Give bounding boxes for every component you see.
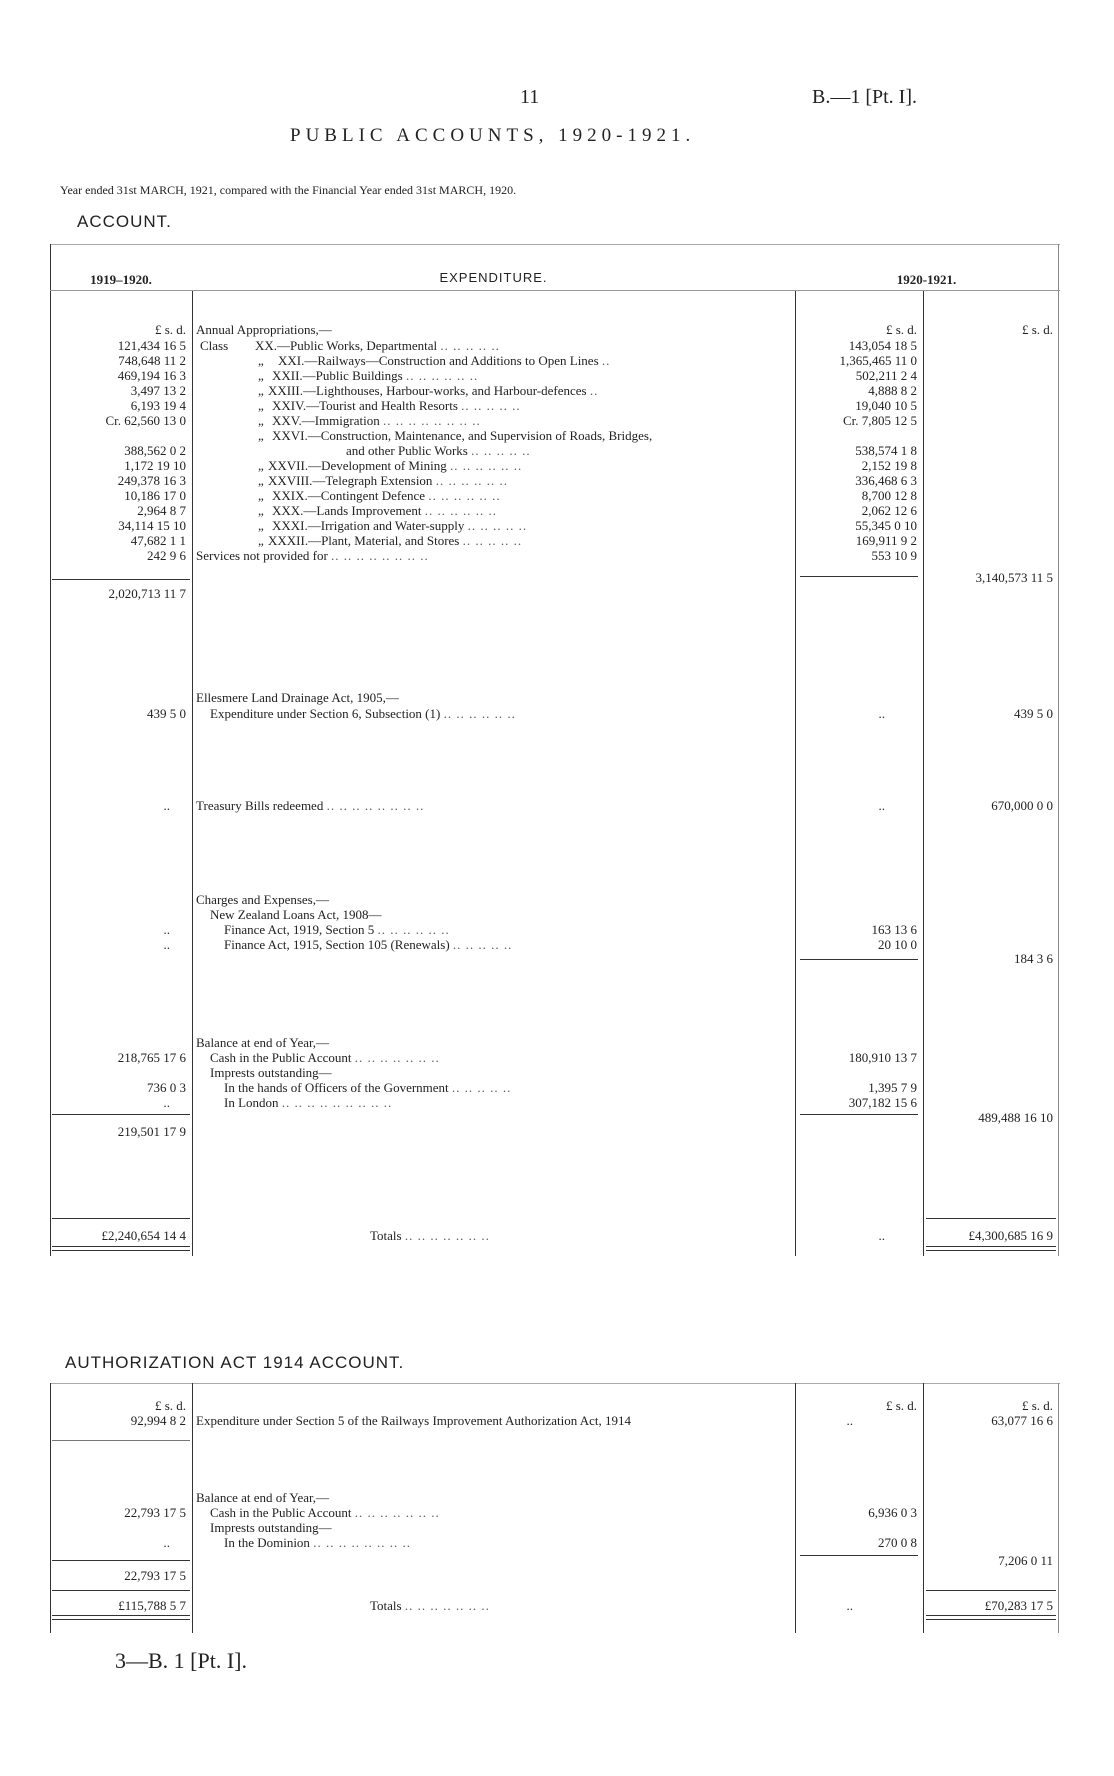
auth-exp-curr: 63,077 16 6 [991, 1413, 1053, 1428]
charges-row-prev: .. [163, 922, 170, 937]
auth-dominion-curr: 270 0 8 [878, 1535, 917, 1550]
balance-cash-prev: 218,765 17 6 [117, 1050, 186, 1065]
row-curr-value: Cr. 7,805 12 5 [842, 413, 917, 428]
row-label: XXXII.—Plant, Material, and Stores .. .. .. .. .. [268, 533, 523, 548]
row-curr-value: 336,468 6 3 [855, 473, 917, 488]
row-prev-value: 1,172 19 10 [124, 458, 186, 473]
services-label: Services not provided for .. .. .. .. .. .. .. .. [196, 548, 429, 563]
page-number: 11 [520, 86, 540, 108]
row-prefix: „ [258, 398, 264, 413]
charges-total-curr: 184 3 6 [1014, 951, 1053, 966]
page-subtitle: Year ended 31st MARCH, 1921, compared with the Financial Year ended 31st MARCH, 1920. [60, 183, 517, 197]
currency-header-mid: £ s. d. [885, 322, 917, 337]
auth-dominion-label: In the Dominion .. .. .. .. .. .. .. .. [224, 1535, 411, 1550]
row-label: XXIX.—Contingent Defence .. .. .. .. .. .. [272, 488, 501, 503]
row-prefix: „ [258, 428, 264, 443]
row-curr-value: 2,152 19 8 [861, 458, 917, 473]
balance-cash-label: Cash in the Public Account .. .. .. .. .. .. .. [210, 1050, 440, 1065]
treasury-label: Treasury Bills redeemed .. .. .. .. .. .. .. .. [196, 798, 425, 813]
row-curr-value: 169,911 9 2 [855, 533, 917, 548]
row-label: XXII.—Public Buildings .. .. .. .. .. .. [272, 368, 479, 383]
auth-totals-mid: .. [846, 1598, 853, 1613]
page-title: PUBLIC ACCOUNTS, 1920-1921. [290, 125, 696, 146]
auth-cash-curr: 6,936 0 3 [868, 1505, 917, 1520]
row-prefix: „ [258, 458, 264, 473]
imprests-row-curr: 307,182 15 6 [848, 1095, 917, 1110]
annual-total-curr: 3,140,573 11 5 [975, 570, 1053, 585]
auth-totals-prev: £115,788 5 7 [118, 1598, 186, 1613]
charges-heading: Charges and Expenses,— [196, 892, 329, 907]
balance-total-curr: 489,488 16 10 [978, 1110, 1053, 1125]
row-prefix: „ [258, 383, 264, 398]
charges-subheading: New Zealand Loans Act, 1908— [210, 907, 382, 922]
balance-cash-curr: 180,910 13 7 [848, 1050, 917, 1065]
balance-total-prev: 219,501 17 9 [117, 1124, 186, 1139]
row-label: XXVI.—Construction, Maintenance, and Supervision of Roads, Bridges, [272, 428, 653, 443]
imprests-row-label: In London .. .. .. .. .. .. .. .. .. [224, 1095, 393, 1110]
row-label: XXVII.—Development of Mining .. .. .. .. .. .. [268, 458, 523, 473]
auth-balance-total-prev: 22,793 17 5 [124, 1568, 186, 1583]
totals-curr: £4,300,685 16 9 [968, 1228, 1053, 1243]
totals-label: Totals .. .. .. .. .. .. .. [370, 1228, 490, 1243]
authorization-heading: AUTHORIZATION ACT 1914 ACCOUNT. [65, 1353, 405, 1372]
auth-balance-heading: Balance at end of Year,— [196, 1490, 330, 1505]
row-label: and other Public Works .. .. .. .. .. [346, 443, 531, 458]
charges-row-curr: 20 10 0 [878, 937, 917, 952]
footer-signature: 3—B. 1 [Pt. I]. [115, 1648, 247, 1673]
row-label: XXI.—Railways—Construction and Additions to Open Lines .. [278, 353, 611, 368]
row-label: XXXI.—Irrigation and Water-supply .. .. .. .. .. [272, 518, 528, 533]
ellesmere-mid-value: .. [878, 706, 885, 721]
row-label: XX.—Public Works, Departmental .. .. .. .. .. [255, 338, 500, 353]
auth-currency-right: £ s. d. [1021, 1398, 1053, 1413]
row-curr-value: 8,700 12 8 [861, 488, 917, 503]
imprests-row-label: In the hands of Officers of the Government .. .. .. .. .. [224, 1080, 512, 1095]
row-prev-value: 34,114 15 10 [118, 518, 186, 533]
row-prev-value: 121,434 16 5 [117, 338, 186, 353]
row-prefix: „ [258, 353, 264, 368]
treasury-curr-value: 670,000 0 0 [991, 798, 1053, 813]
auth-exp-label: Expenditure under Section 5 of the Railways Improvement Authorization Act, 1914 [196, 1413, 632, 1428]
charges-row-label: Finance Act, 1915, Section 105 (Renewals) .. .. .. .. .. [224, 937, 513, 952]
charges-row-label: Finance Act, 1919, Section 5 .. .. .. .. .. .. [224, 922, 450, 937]
row-prev-value: 748,648 11 2 [118, 353, 186, 368]
row-curr-value: 143,054 18 5 [848, 338, 917, 353]
row-prev-value: 469,194 16 3 [117, 368, 186, 383]
annual-total-prev: 2,020,713 11 7 [108, 586, 186, 601]
row-label: XXIV.—Tourist and Health Resorts .. .. .. .. .. [272, 398, 521, 413]
row-prefix: „ [258, 533, 264, 548]
ellesmere-heading: Ellesmere Land Drainage Act, 1905,— [196, 690, 399, 705]
currency-header-prev: £ s. d. [154, 322, 186, 337]
auth-totals-curr: £70,283 17 5 [984, 1598, 1053, 1613]
auth-totals-label: Totals .. .. .. .. .. .. .. [370, 1598, 490, 1613]
auth-exp-mid: .. [846, 1413, 853, 1428]
services-curr-value: 553 10 9 [871, 548, 917, 563]
treasury-mid-value: .. [878, 798, 885, 813]
row-prefix: „ [258, 368, 264, 383]
ellesmere-prev-value: 439 5 0 [147, 706, 186, 721]
annual-appropriations-heading: Annual Appropriations,— [196, 322, 332, 337]
row-prev-value: 2,964 8 7 [137, 503, 186, 518]
row-prefix: „ [258, 413, 264, 428]
column-header-expenditure: EXPENDITURE. [439, 270, 548, 285]
row-prev-value: 6,193 19 4 [130, 398, 186, 413]
row-prefix: „ [258, 503, 264, 518]
row-curr-value: 19,040 10 5 [855, 398, 917, 413]
row-prefix: „ [258, 473, 264, 488]
totals-prev: £2,240,654 14 4 [101, 1228, 186, 1243]
row-label: XXVIII.—Telegraph Extension .. .. .. .. .. .. [268, 473, 508, 488]
imprests-row-curr: 1,395 7 9 [868, 1080, 917, 1095]
column-header-1919-1920: 1919–1920. [90, 272, 152, 287]
row-prefix: Class [200, 338, 229, 353]
row-curr-value: 502,211 2 4 [855, 368, 917, 383]
ellesmere-curr-value: 439 5 0 [1014, 706, 1053, 721]
auth-currency-prev: £ s. d. [154, 1398, 186, 1413]
auth-cash-prev: 22,793 17 5 [124, 1505, 186, 1520]
charges-row-curr: 163 13 6 [871, 922, 917, 937]
document-reference: B.—1 [Pt. I]. [812, 86, 917, 108]
row-label: XXX.—Lands Improvement .. .. .. .. .. .. [272, 503, 497, 518]
section-heading: ACCOUNT. [77, 212, 172, 231]
balance-heading: Balance at end of Year,— [196, 1035, 330, 1050]
row-curr-value: 1,365,465 11 0 [839, 353, 917, 368]
auth-cash-label: Cash in the Public Account .. .. .. .. .. .. .. [210, 1505, 440, 1520]
row-prev-value: 47,682 1 1 [130, 533, 186, 548]
auth-currency-mid: £ s. d. [885, 1398, 917, 1413]
row-prev-value: 3,497 13 2 [130, 383, 186, 398]
row-curr-value: 538,574 1 8 [855, 443, 917, 458]
imprests-heading: Imprests outstanding— [210, 1065, 332, 1080]
row-curr-value: 2,062 12 6 [861, 503, 917, 518]
row-prev-value: 388,562 0 2 [124, 443, 186, 458]
row-prev-value: Cr. 62,560 13 0 [105, 413, 186, 428]
row-curr-value: 4,888 8 2 [868, 383, 917, 398]
currency-header-right: £ s. d. [1021, 322, 1053, 337]
services-prev-value: 242 9 6 [147, 548, 186, 563]
auth-exp-prev: 92,994 8 2 [130, 1413, 186, 1428]
column-header-1920-1921: 1920-1921. [896, 272, 957, 287]
ellesmere-label: Expenditure under Section 6, Subsection (1) .. .. .. .. .. .. [210, 706, 516, 721]
charges-row-prev: .. [163, 937, 170, 952]
imprests-row-prev: .. [163, 1095, 170, 1110]
totals-mid: .. [878, 1228, 885, 1243]
auth-balance-total-curr: 7,206 0 11 [998, 1553, 1053, 1568]
row-prefix: „ [258, 488, 264, 503]
row-label: XXIII.—Lighthouses, Harbour-works, and Harbour-defences .. [268, 383, 599, 398]
row-prefix: „ [258, 518, 264, 533]
auth-imprests-heading: Imprests outstanding— [210, 1520, 332, 1535]
treasury-prev-value: .. [163, 798, 170, 813]
row-prev-value: 249,378 16 3 [117, 473, 186, 488]
row-label: XXV.—Immigration .. .. .. .. .. .. .. .. [272, 413, 481, 428]
row-curr-value: 55,345 0 10 [855, 518, 917, 533]
imprests-row-prev: 736 0 3 [147, 1080, 186, 1095]
auth-dominion-prev: .. [163, 1535, 170, 1550]
row-prev-value: 10,186 17 0 [124, 488, 186, 503]
